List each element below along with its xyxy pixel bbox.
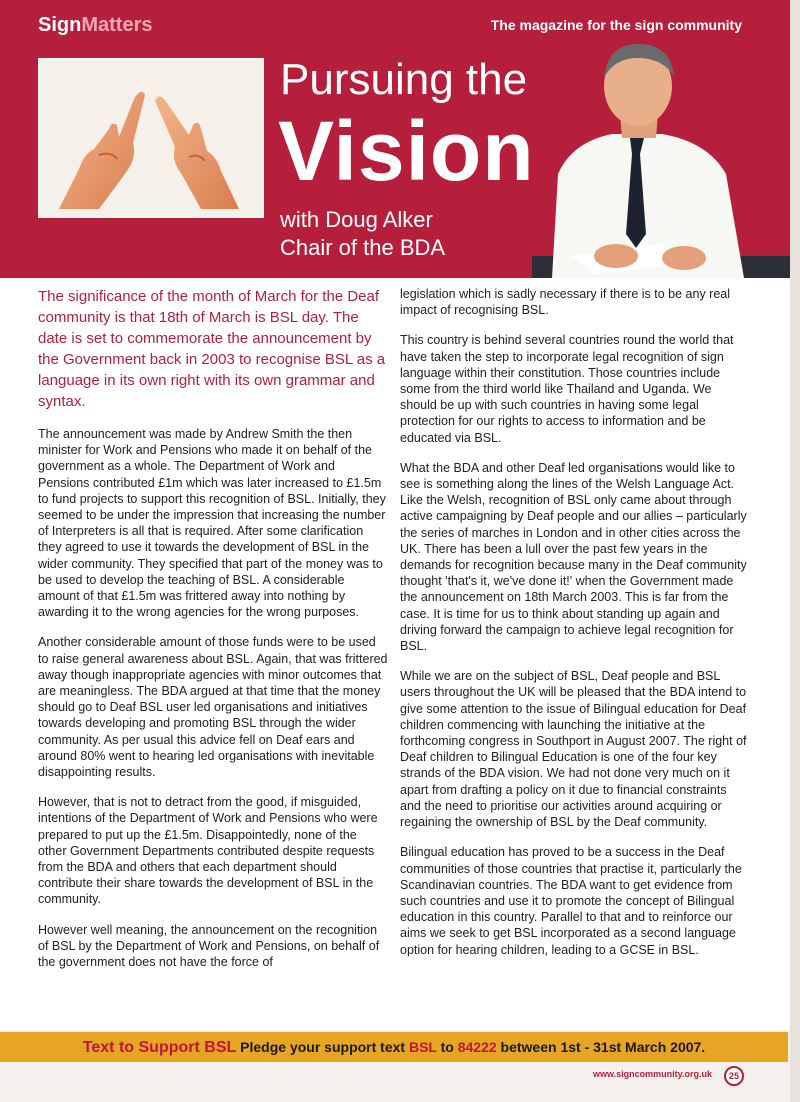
magazine-tagline: The magazine for the sign community (490, 17, 742, 33)
article-title-line1: Pursuing the (280, 55, 528, 104)
author-photo (512, 34, 790, 278)
paragraph: However well meaning, the announcement on the recognition of BSL by the Department of Work and Pensions, on behalf of the government does not have the force of (38, 922, 380, 970)
sms-pledge-banner (0, 1032, 788, 1062)
subtitle-role: Chair of the BDA (280, 235, 446, 260)
page-number-badge: 25 (724, 1066, 744, 1086)
pledge-text: Pledge your support text (240, 1039, 406, 1055)
pledge-to: to (440, 1039, 454, 1055)
text-to-support-heading: Text to Support BSL (82, 1039, 237, 1056)
article-subtitle (280, 206, 445, 262)
brand-matters: Matters (81, 14, 153, 36)
page-edge (790, 0, 800, 1102)
article-column-left (38, 286, 388, 984)
paragraph: The announcement was made by Andrew Smith the then minister for Work and Pensions who made it on behalf of the government as a whole. The Department of Work and Pensions contributed £1m which was later increased to £1.5m to fund projects to support this recognition of BSL. Initially, they seemed to be under the impression that increasing the number of Interpreters is all that is required. After some clarification they agreed to use it towards the development of BSL in the wider community. They specified that part of the money was to be used to develop the teaching of BSL. A considerable amount of that £1.5m was frittered away into nothing by awarding it to the wrong agencies for the wrong purposes. (38, 427, 386, 620)
paragraph: Bilingual education has proved to be a success in the Deaf communities of those countries that practise it, particularly the Scandinavian countries. The BDA want to get evidence from such countries and use it to promote the concept of Bilingual education in this country. Parallel to that and to reinforce our aims we seek to get BSL incorporated as a second language option for hearing children, leading to a GCSE in BSL. (400, 845, 742, 957)
pledge-number: 84222 (457, 1039, 497, 1055)
subtitle-author: with Doug Alker (280, 207, 433, 232)
paragraph: legislation which is sadly necessary if there is to be any real impact of recognising BSL. (400, 287, 731, 318)
brand-sign: Sign (38, 14, 82, 36)
header-banner (0, 0, 790, 278)
paragraph: This country is behind several countries round the world that have taken the step to incorporate legal recognition of sign language within their constitution. Those countries include some from the third world like Thailand and Uganda. We should be up with such countries in having some legal protection for our rights to access to information and be educated via BSL. (400, 333, 734, 445)
pointing-hands-photo (38, 58, 264, 218)
paragraph: While we are on the subject of BSL, Deaf people and BSL users throughout the UK will be pleased that the BDA intend to give some attention to the issue of Bilingual education for Deaf children commencing with launching the initiative at the forthcoming congress in Southport in August 2007. The right of Deaf children to Bilingual Education is one of the four key strands of the BDA vision. We had not done very much on it apart from drafting a policy on it due to financial constraints and the need to prioritise our activities around acquiring or regaining the ownership of BSL by the Deaf community. (400, 669, 747, 830)
paragraph: However, that is not to detract from the good, if misguided, intentions of the Department of Work and Pensions who were prepared to put up the £1.5m. Disappointedly, none of the other Government Departments contributed despite requests from the BDA and others that each department should contribute their share towards the development of BSL in the community. (38, 795, 378, 907)
article-column-right (400, 286, 750, 972)
pledge-keyword: BSL (408, 1039, 437, 1055)
website-link[interactable]: www.signcommunity.org.uk (592, 1069, 712, 1079)
pledge-dates: between 1st - 31st March 2007. (500, 1039, 706, 1055)
paragraph: Another considerable amount of those funds were to be used to raise general awareness about BSL. Again, that was frittered away though inappropriate agencies with minor outcomes that are meaningless. The BDA argued at that time that the money should go to Deaf BSL user led organisations and initiatives towards developing and promoting BSL through the wider community. As per usual this advice fell on Deaf ears and around 80% went to hearing led organisations with inevitable disappointing results. (38, 635, 388, 780)
brand-logo (38, 14, 152, 37)
article-title-line2: Vision (278, 104, 535, 198)
article-lede: The significance of the month of March for the Deaf community is that 18th of March is BSL day. The date is set to commemorate the announcement by the Government back in 2003 to recognise BSL as a language in its own right with its own grammar and syntax. (38, 288, 386, 410)
paragraph: What the BDA and other Deaf led organisations would like to see is something along the lines of the Welsh Language Act. Like the Welsh, recognition of BSL only came about through active campaigning by Deaf people and our allies – particularly the series of marches in London and in other cities across the UK. There has been a lull over the past few years in the demands for recognition because many in the Deaf community thought 'that's it, we've done it!' when the Government made the announcement on 18th March 2003. This is far from the case. It is time for us to think about standing up again and driving forward the campaign to achieve legal recognition for BSL. (400, 460, 747, 654)
pointing-hands-illustration (39, 59, 263, 217)
